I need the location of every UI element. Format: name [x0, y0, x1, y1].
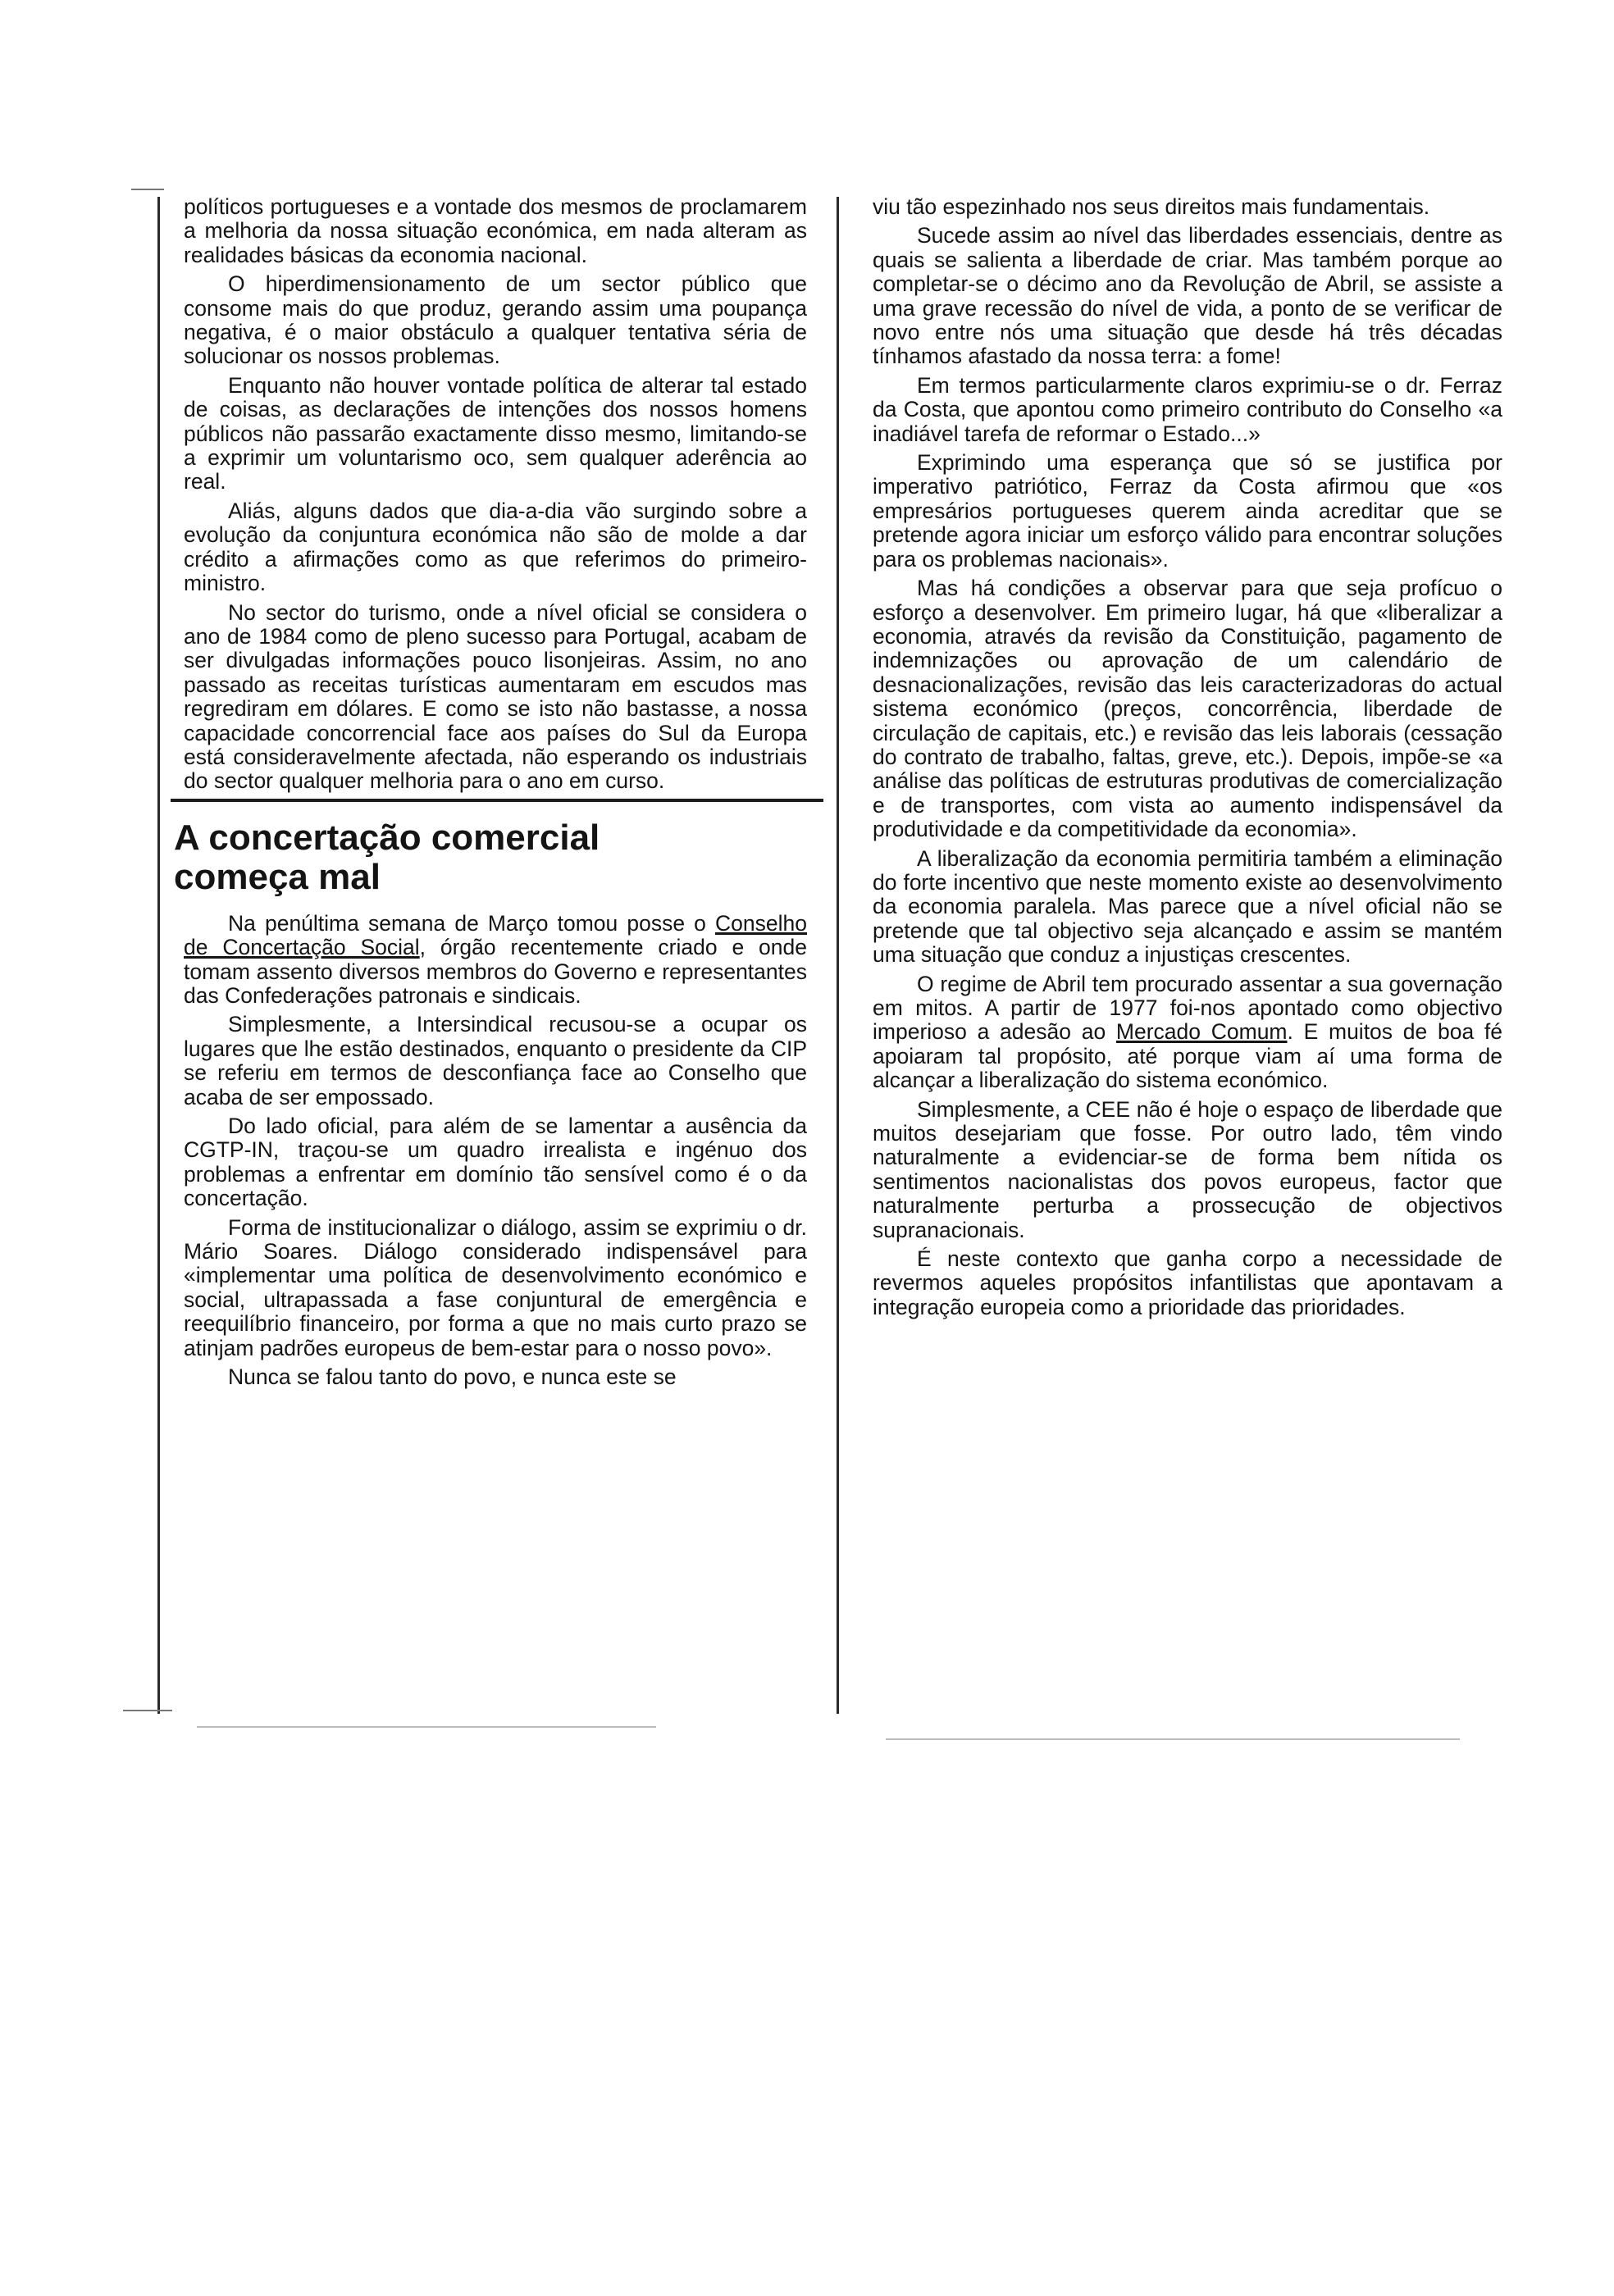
left-column-rule — [157, 197, 160, 1714]
section-divider — [171, 799, 823, 802]
left-paragraph: O hiperdimensionamento de um sector público que consome mais do que produz, gerando assim uma poupança negativa, é o maior obstáculo a qualquer tentativa séria de solucionar os nossos problemas. — [184, 271, 807, 369]
left-paragraph — [184, 912, 807, 1009]
left-paragraph: Forma de institucionalizar o diálogo, assim se exprimiu o dr. Mário Soares. Diálogo considerado indispensável para «implementar uma política de desenvolvimento económico e social, ultrapassada a fase conjuntural de emergência e reequilíbrio financeiro, por forma a que no mais curto prazo se atinjam padrões europeus de bem-estar para o nosso povo». — [184, 1214, 807, 1360]
right-paragraph: Exprimindo uma esperança que só se justifica por imperativo patriótico, Ferraz da Costa afirmou que «os empresários portugueses querem ainda acreditar que se pretende agora iniciar um esforço válido para encontrar soluções para os problemas nacionais». — [873, 450, 1502, 572]
right-paragraph: Sucede assim ao nível das liberdades essenciais, dentre as quais se salienta a liberdade de criar. Mas também porque ao completar-se o décimo ano da Revolução de Abril, se assiste a uma grave recessão do nível de vida, a ponto de se verificar de novo entre nós uma situação que desde há três décadas tínhamos afastado da nossa terra: a fome! — [873, 223, 1502, 369]
left-column — [174, 194, 807, 1394]
right-paragraph: viu tão espezinhado nos seus direitos mais fundamentais. — [873, 194, 1430, 219]
underlined-text: Mercado Comum — [1115, 1019, 1288, 1045]
right-paragraph: Em termos particularmente claros exprimiu-se o dr. Ferraz da Costa, que apontou como primeiro contributo do Conselho «a inadiável tarefa de reformar o Estado...» — [873, 372, 1502, 446]
left-paragraph: Nunca se falou tanto do povo, e nunca este se — [228, 1364, 677, 1390]
left-paragraph: Enquanto não houver vontade política de alterar tal estado de coisas, as declarações de intenções dos nossos homens públicos não passarão exactamente disso mesmo, limitando-se a exprimir um voluntarismo oco, sem qualquer aderência ao real. — [184, 372, 807, 494]
section-heading-line-1: A concertação comercial — [174, 817, 600, 858]
right-paragraph: Simplesmente, a CEE não é hoje o espaço de liberdade que muitos desejariam que fosse. Por outro lado, têm vindo naturalmente a evidenciar-se de forma bem nítida os sentimentos nacionalistas dos povos europeus, factor que naturalmente perturba a prossecução de objectivos supranacionais. — [873, 1096, 1502, 1242]
column-divider-rule — [837, 197, 839, 1714]
left-paragraph: Simplesmente, a Intersindical recusou-se a ocupar os lugares que lhe estão destinados, enquanto o presidente da CIP se referiu em termos de desconfiança face ao Conselho que acaba de ser empossado. — [184, 1012, 807, 1109]
right-column — [873, 195, 1502, 1324]
text-run: Na penúltima semana de Março tomou posse o — [228, 910, 716, 936]
scan-speck — [197, 1726, 656, 1728]
right-paragraph: É neste contexto que ganha corpo a necessidade de revermos aqueles propósitos infantilistas que apontavam a integração europeia como a prioridade das prioridades. — [873, 1246, 1502, 1319]
right-paragraph: A liberalização da economia permitiria também a eliminação do forte incentivo que neste momento existe ao desenvolvimento da economia paralela. Mas parece que a nível oficial não se pretende que tal objectivo seja alcançado e assim se mantém uma situação que conduz a injustiças crescentes. — [873, 845, 1502, 968]
left-paragraph: políticos portugueses e a vontade dos mesmos de proclamarem a melhoria da nossa situação económica, em nada alteram as realidades básicas da economia nacional. — [184, 194, 807, 267]
scan-speck — [886, 1738, 1460, 1740]
left-paragraph: Do lado oficial, para além de se lamentar a ausência da CGTP-IN, traçou-se um quadro irrealista e ingénuo dos problemas a enfrentar em domínio tão sensível como é o da concertação. — [184, 1114, 807, 1211]
section-heading-line-2: começa mal — [174, 856, 381, 897]
right-paragraph — [873, 973, 1502, 1093]
text-run: O regime de Abril tem procurado assentar a sua governação em mitos. A partir de 1977 foi-nos apontado como objectivo imperioso a adesão ao — [873, 971, 1502, 1045]
right-paragraph: Mas há condições a observar para que seja profícuo o esforço a desenvolver. Em primeiro lugar, há que «liberalizar a economia, através da revisão da Constituição, pagamento de indemnizações ou aprovação de um calendário de desnacionalizações, revisão das leis caracterizadoras do actual sistema económico (preços, concorrência, liberdade de circulação de capitais, etc.) e revisão das leis laborais (cessação do contrato de trabalho, faltas, greve, etc.). Depois, impõe-se «a análise das políticas de estruturas produtivas de comercialização e de transportes, com vista ao aumento indispensável da produtividade e da competitividade da economia». — [873, 576, 1502, 842]
underlined-text: Conselho de Concertação Social — [184, 910, 807, 960]
left-paragraph: No sector do turismo, onde a nível oficial se considera o ano de 1984 como de pleno sucesso para Portugal, acabam de ser divulgadas informações pouco lisonjeiras. Assim, no ano passado as receitas turísticas aumentaram em escudos mas regrediram em dólares. E como se isto não bastasse, a nossa capacidade concorrencial face aos países do Sul da Europa está consideravelmente afectada, não esperando os industriais do sector qualquer melhoria para o ano em curso. — [184, 599, 807, 794]
section-heading — [174, 818, 807, 897]
text-run: . E muitos de boa fé apoiaram tal propósito, até porque viam aí uma forma de alcançar a liberalização do sistema económico. — [873, 1019, 1502, 1093]
scan-speck — [123, 1710, 172, 1711]
text-run: , órgão recentemente criado e onde tomam assento diversos membros do Governo e representantes das Confederações patronais e sindicais. — [184, 935, 807, 1008]
scan-speck — [131, 189, 164, 190]
left-paragraph: Aliás, alguns dados que dia-a-dia vão surgindo sobre a evolução da conjuntura económica não são de molde a dar crédito a afirmações como as que referimos do primeiro-ministro. — [184, 498, 807, 596]
